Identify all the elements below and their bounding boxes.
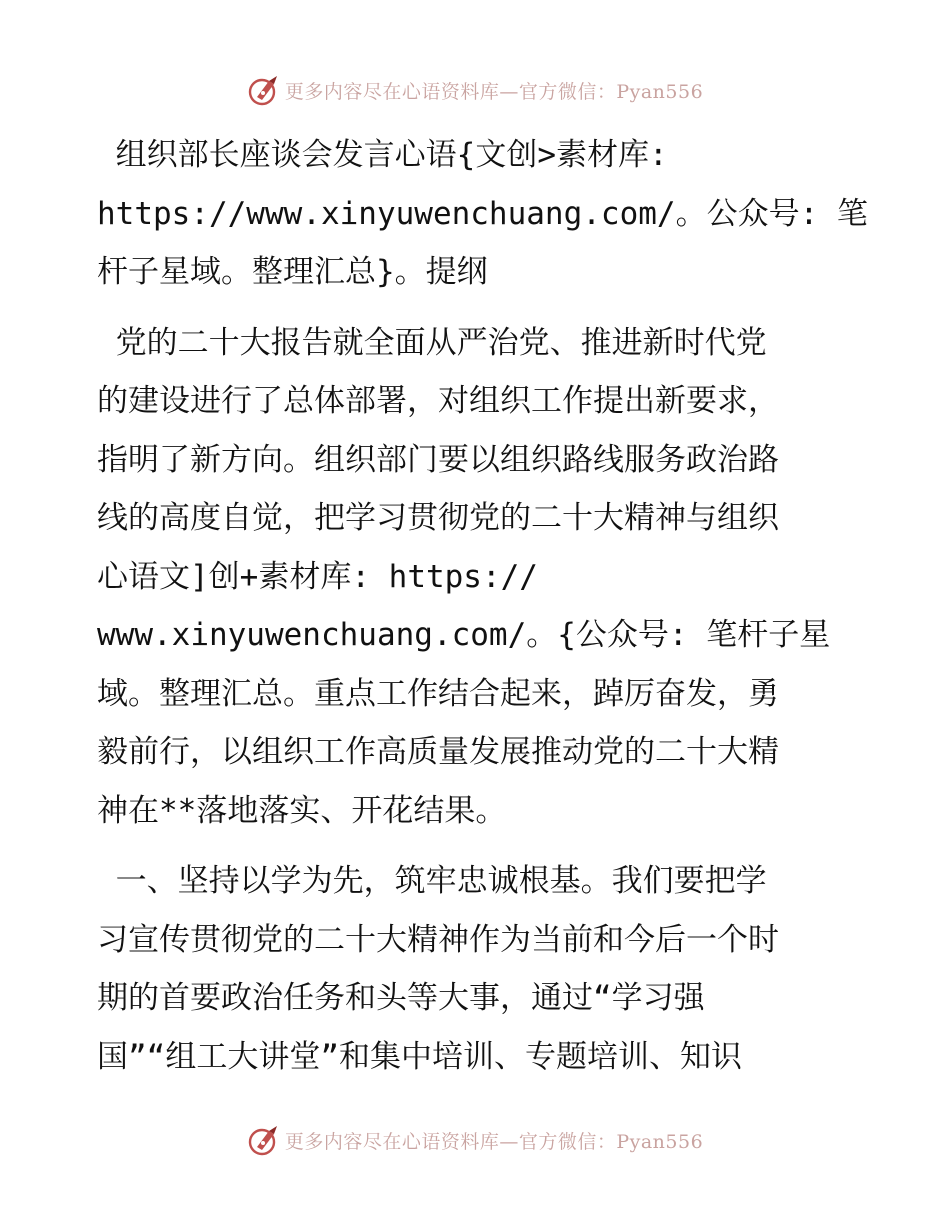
text-line: 心语文]创+素材库: https://: [97, 558, 538, 595]
text-line: 习宣传贯彻党的二十大精神作为当前和今后一个时: [97, 921, 779, 958]
paragraph-body: [97, 314, 857, 841]
text-line: 杆子星域。整理汇总}。提纲: [97, 254, 488, 290]
header-banner-text: 更多内容尽在心语资料库—官方微信：Pyan556: [284, 80, 704, 103]
text-line: 指明了新方向。组织部门要以组织路线服务政治路: [97, 441, 779, 478]
document-body: [97, 126, 868, 1086]
text-line: 线的高度自觉，把学习贯彻党的二十大精神与组织: [97, 500, 779, 536]
paragraph-section-one: [97, 852, 857, 1086]
paragraph-intro: [97, 126, 868, 302]
text-line: 期的首要政治任务和头等大事，通过“学习强: [97, 980, 705, 1016]
text-line: https://www.xinyuwenchuang.com/。公众号: 笔: [97, 195, 868, 232]
text-line: 一、坚持以学为先，筑牢忠诚根基。我们要把学: [97, 863, 767, 899]
text-line: 神在**落地落实、开花结果。: [97, 792, 507, 829]
text-line: 毅前行，以组织工作高质量发展推动党的二十大精: [97, 734, 779, 770]
text-line: www.xinyuwenchuang.com/。{公众号: 笔杆子星: [97, 617, 831, 653]
pen-nib-circle-logo-icon: [247, 1123, 281, 1157]
text-line: 国”“组工大讲堂”和集中培训、专题培训、知识: [97, 1038, 742, 1075]
footer-banner-text: 更多内容尽在心语资料库—官方微信：Pyan556: [284, 1130, 704, 1153]
text-line: 域。整理汇总。重点工作结合起来，踔厉奋发，勇: [97, 675, 779, 712]
pen-nib-circle-logo-icon: [247, 73, 281, 107]
header-banner: [0, 70, 950, 110]
text-line: 的建设进行了总体部署，对组织工作提出新要求，: [97, 383, 779, 419]
text-line: 党的二十大报告就全面从严治党、推进新时代党: [97, 324, 767, 361]
text-line: 组织部长座谈会发言心语{文创>素材库:: [97, 137, 668, 173]
footer-banner: [0, 1120, 950, 1160]
